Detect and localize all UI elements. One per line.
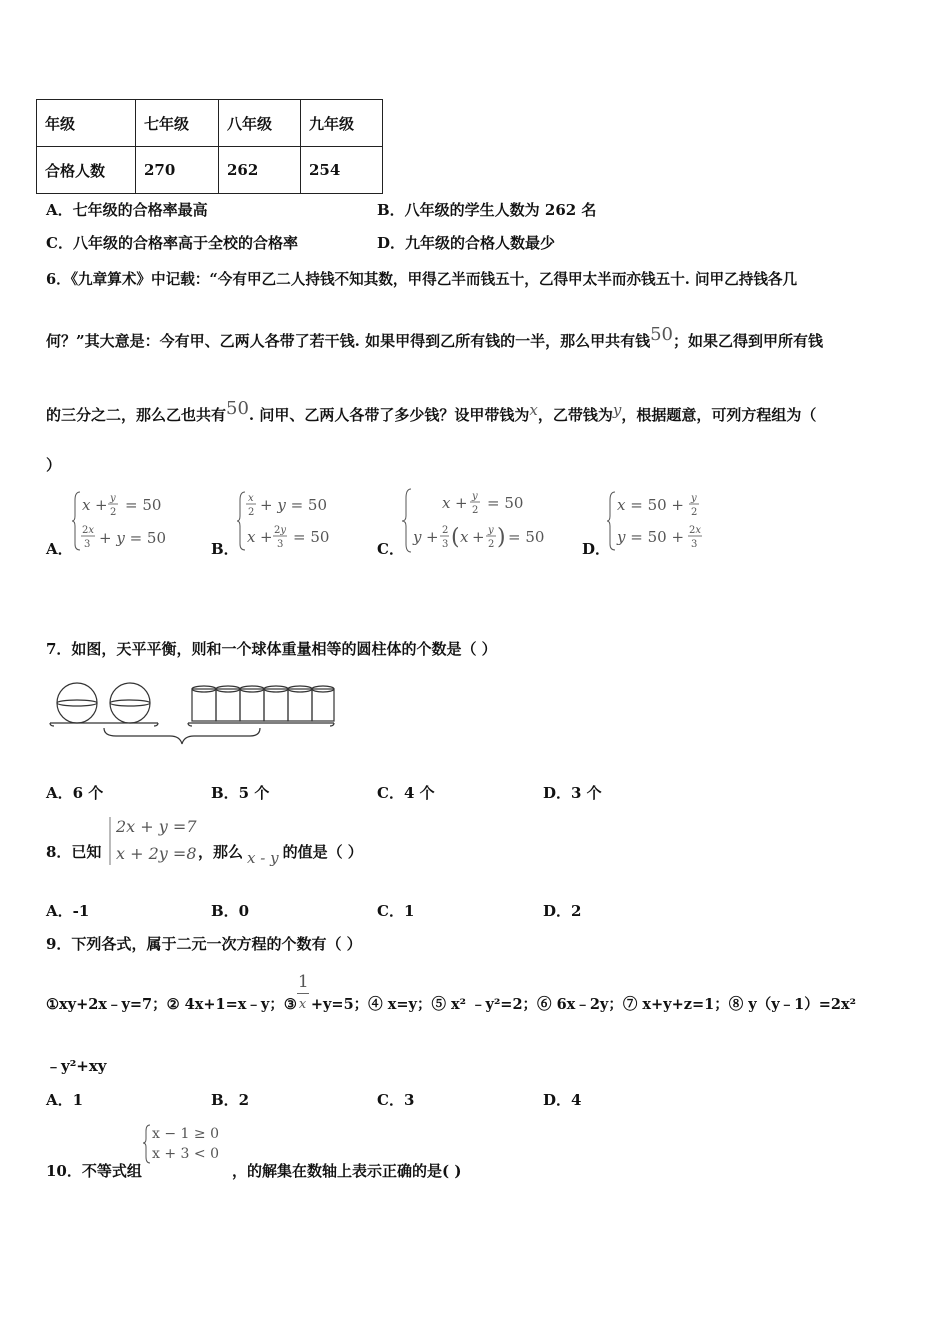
q6-var-y: y — [612, 401, 622, 419]
svg-text:= 50: = 50 — [487, 494, 524, 512]
q5-option-c: C．八年级的合格率高于全校的合格率 — [46, 234, 298, 252]
table-row — [37, 147, 383, 194]
q8-expr: x - y — [247, 849, 279, 867]
q8-option-d: D．2 — [543, 902, 582, 920]
balance-figure — [46, 678, 346, 752]
table-cell: 合格人数 — [37, 147, 136, 194]
q8-eq2: x + 2y =8 — [116, 844, 197, 863]
svg-text:+: + — [472, 528, 485, 546]
svg-text:3: 3 — [277, 539, 284, 550]
svg-text:= 50: = 50 — [293, 528, 330, 546]
svg-text:x: x — [248, 493, 254, 504]
q6-line-3c: ，乙带钱为 — [537, 406, 613, 424]
q6-line-1: 6．《九章算术》中记载：“今有甲乙二人持钱不知其数，甲得乙半而钱五十，乙得甲太半而亦钱五十. 问甲乙持钱各几 — [46, 271, 798, 288]
q9-stem: 9．下列各式，属于二元一次方程的个数有（ ） — [46, 935, 362, 953]
q8-option-a: A．-1 — [46, 902, 90, 920]
svg-text:2: 2 — [488, 539, 495, 550]
svg-text:= 50: = 50 — [508, 528, 545, 546]
q6-line-3d: ，根据题意，可列方程组为（ — [621, 406, 817, 424]
svg-text:2x: 2x — [689, 525, 702, 536]
svg-text:x: x — [442, 494, 451, 512]
svg-text:x = 50 +: x = 50 + — [617, 496, 684, 514]
q8-mid-text: ，那么 — [198, 843, 244, 861]
grade-table — [36, 99, 383, 194]
q7-option-b: B．5 个 — [211, 784, 270, 802]
svg-text:+: + — [95, 496, 108, 514]
svg-text:y: y — [691, 493, 697, 504]
q6-option-b-label: B． — [211, 540, 239, 558]
table-cell: 262 — [219, 147, 301, 194]
svg-text:2: 2 — [442, 525, 449, 536]
svg-text:+: + — [260, 528, 273, 546]
q6-line-2 — [46, 324, 823, 351]
svg-text:y = 50 +: y = 50 + — [617, 528, 685, 546]
q6-line-2b: ；如果乙得到甲所有钱 — [672, 332, 823, 350]
q6-var-x: x — [529, 401, 538, 419]
sphere-1 — [57, 683, 97, 723]
svg-text:x: x — [82, 496, 91, 514]
cylinders — [192, 686, 334, 721]
svg-text:+ y = 50: + y = 50 — [99, 529, 167, 547]
svg-text:2y: 2y — [274, 525, 287, 536]
svg-text:y: y — [413, 528, 422, 546]
table-row — [37, 100, 383, 147]
q6-line-3a: 的三分之二，那么乙也共有 — [46, 406, 227, 424]
q7-option-d: D．3 个 — [543, 784, 602, 802]
svg-text:x: x — [247, 528, 256, 546]
table-header-cell: 七年级 — [136, 100, 219, 147]
table-cell: 254 — [301, 147, 383, 194]
q6-line-4: ） — [46, 456, 62, 474]
q7-option-a: A．6 个 — [46, 784, 104, 802]
table-header-cell: 八年级 — [219, 100, 301, 147]
q9-line-1 — [46, 972, 856, 1014]
svg-text:x: x — [460, 528, 469, 546]
q10-prefix: 10．不等式组 — [46, 1162, 142, 1180]
q9-option-b: B．2 — [211, 1091, 250, 1109]
svg-text:2: 2 — [110, 507, 117, 518]
q9-line-1b: +y=5；④ x=y；⑤ x² ﹣y²=2；⑥ 6x﹣2y；⑦ x+y+z=1；⑧ y（y﹣1）=2x² — [310, 996, 856, 1013]
svg-text:2x: 2x — [82, 525, 95, 536]
q6-option-c-label: C． — [377, 540, 404, 558]
q6-line-3b: . 问甲、乙两人各带了多少钱？设甲带钱为 — [248, 406, 530, 424]
svg-text:3: 3 — [442, 539, 449, 550]
q6-option-d-system — [607, 488, 717, 554]
svg-text:+ y = 50: + y = 50 — [260, 496, 328, 514]
q8-system — [106, 815, 206, 867]
svg-text:2: 2 — [691, 507, 698, 518]
q9-frac-den: x — [298, 997, 307, 1012]
q9-fraction — [297, 972, 311, 1012]
q10-system — [142, 1123, 232, 1165]
q10-eq1: x − 1 ≥ 0 — [152, 1126, 219, 1142]
balance-brace — [104, 728, 260, 744]
q10-suffix: ，的解集在数轴上表示正确的是( ) — [232, 1162, 462, 1180]
q6-option-c-system — [402, 486, 557, 556]
svg-text:3: 3 — [691, 539, 698, 550]
svg-text:y: y — [472, 491, 478, 502]
q6-option-d-label: D． — [582, 540, 611, 558]
q9-line-1a: ①xy+2x﹣y=7；② 4x+1=x﹣y；③ — [46, 996, 297, 1013]
table-header-cell: 年级 — [37, 100, 136, 147]
q9-option-c: C．3 — [377, 1091, 415, 1109]
svg-text:= 50: = 50 — [125, 496, 162, 514]
q7-stem: 7．如图，天平平衡，则和一个球体重量相等的圆柱体的个数是（ ） — [46, 640, 497, 658]
q5-option-b: B．八年级的学生人数为 262 名 — [377, 201, 597, 219]
q5-option-d: D．九年级的合格人数最少 — [377, 234, 556, 252]
sphere-2 — [110, 683, 150, 723]
q8-mid — [198, 841, 363, 867]
q10-eq2: x + 3 < 0 — [152, 1146, 219, 1162]
q9-option-d: D．4 — [543, 1091, 582, 1109]
q5-option-a: A．七年级的合格率最高 — [46, 201, 208, 219]
q6-line-2a: 何？”其大意是：今有甲、乙两人各带了若干钱. 如果甲得到乙所有钱的一半，那么甲共有钱 — [46, 332, 651, 350]
q6-fifty-2: 50 — [226, 398, 249, 419]
svg-text:(: ( — [451, 525, 460, 550]
q6-option-b-system — [237, 488, 347, 554]
q8-option-c: C．1 — [377, 902, 415, 920]
q6-option-a-label: A． — [46, 540, 73, 558]
svg-text:2: 2 — [248, 507, 255, 518]
q8-eq1: 2x + y =7 — [116, 817, 197, 836]
svg-text:3: 3 — [84, 539, 91, 550]
q9-frac-num: 1 — [297, 972, 309, 992]
svg-text:y: y — [488, 525, 494, 536]
table-cell: 270 — [136, 147, 219, 194]
table-header-cell: 九年级 — [301, 100, 383, 147]
q8-suffix: 的值是（ ） — [282, 843, 363, 861]
q8-prefix: 8．已知 — [46, 843, 102, 861]
q8-option-b: B．0 — [211, 902, 250, 920]
q6-line-3 — [46, 398, 817, 425]
q9-line-2: ﹣y²+xy — [46, 1057, 107, 1075]
svg-text:2: 2 — [472, 505, 479, 516]
svg-text:y: y — [110, 493, 116, 504]
q9-option-a: A．1 — [46, 1091, 84, 1109]
q7-option-c: C．4 个 — [377, 784, 435, 802]
q6-fifty-1: 50 — [650, 324, 673, 345]
svg-text:): ) — [497, 525, 506, 550]
q6-option-a-system — [72, 488, 182, 554]
svg-text:+: + — [455, 494, 468, 512]
svg-text:+: + — [426, 528, 439, 546]
